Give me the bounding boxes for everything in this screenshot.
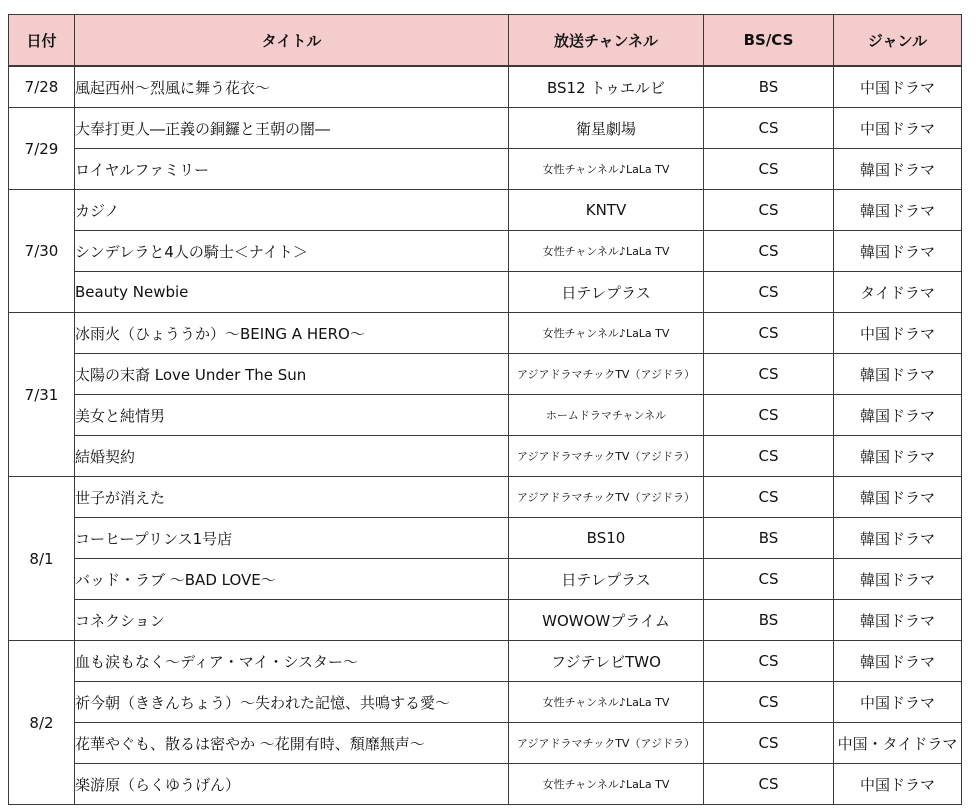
bscs-cell: BS	[704, 66, 834, 108]
schedule-body	[9, 66, 962, 805]
bscs-cell: CS	[704, 313, 834, 354]
bscs-cell: CS	[704, 641, 834, 682]
genre-cell: 中国ドラマ	[834, 66, 962, 108]
bscs-cell: CS	[704, 354, 834, 395]
header-date: 日付	[9, 15, 75, 67]
title-cell: カジノ	[75, 190, 509, 231]
bscs-cell: BS	[704, 518, 834, 559]
bscs-cell: CS	[704, 477, 834, 518]
header-bscs: BS/CS	[704, 15, 834, 67]
title-cell: コネクション	[75, 600, 509, 641]
table-row	[9, 559, 962, 600]
table-row	[9, 641, 962, 682]
header-title: タイトル	[75, 15, 509, 67]
bscs-cell: CS	[704, 682, 834, 723]
channel-cell: WOWOWプライム	[509, 600, 704, 641]
bscs-cell: CS	[704, 231, 834, 272]
channel-cell: 日テレプラス	[509, 559, 704, 600]
channel-cell: 女性チャンネル♪LaLa TV	[509, 682, 704, 723]
table-row	[9, 436, 962, 477]
channel-cell: KNTV	[509, 190, 704, 231]
channel-cell: BS12 トゥエルビ	[509, 66, 704, 108]
genre-cell: 中国・タイドラマ	[834, 723, 962, 764]
title-cell: 祈今朝（ききんちょう）～失われた記憶、共鳴する愛～	[75, 682, 509, 723]
title-cell: 花華やぐも、散るは密やか ～花開有時、頽靡無声～	[75, 723, 509, 764]
bscs-cell: CS	[704, 559, 834, 600]
date-cell: 8/2	[9, 641, 75, 805]
table-row	[9, 190, 962, 231]
date-cell: 7/28	[9, 66, 75, 108]
title-cell: 結婚契約	[75, 436, 509, 477]
title-cell: コーヒープリンス1号店	[75, 518, 509, 559]
date-cell: 7/31	[9, 313, 75, 477]
genre-cell: 中国ドラマ	[834, 764, 962, 805]
genre-cell: 韓国ドラマ	[834, 518, 962, 559]
channel-cell: 女性チャンネル♪LaLa TV	[509, 231, 704, 272]
title-cell: シンデレラと4人の騎士＜ナイト＞	[75, 231, 509, 272]
bscs-cell: CS	[704, 149, 834, 190]
genre-cell: 中国ドラマ	[834, 313, 962, 354]
title-cell: 美女と純情男	[75, 395, 509, 436]
genre-cell: 韓国ドラマ	[834, 231, 962, 272]
channel-cell: アジアドラマチックTV（アジドラ）	[509, 723, 704, 764]
table-row	[9, 395, 962, 436]
genre-cell: 韓国ドラマ	[834, 641, 962, 682]
table-row	[9, 354, 962, 395]
bscs-cell: CS	[704, 272, 834, 313]
table-row	[9, 764, 962, 805]
channel-cell: 女性チャンネル♪LaLa TV	[509, 313, 704, 354]
table-row	[9, 66, 962, 108]
genre-cell: 韓国ドラマ	[834, 436, 962, 477]
bscs-cell: BS	[704, 600, 834, 641]
genre-cell: 韓国ドラマ	[834, 354, 962, 395]
table-row	[9, 313, 962, 354]
date-cell: 7/29	[9, 108, 75, 190]
title-cell: 楽游原（らくゆうげん）	[75, 764, 509, 805]
bscs-cell: CS	[704, 764, 834, 805]
genre-cell: 韓国ドラマ	[834, 395, 962, 436]
table-row	[9, 108, 962, 149]
date-cell: 7/30	[9, 190, 75, 313]
broadcast-schedule-table	[8, 14, 962, 805]
table-row	[9, 600, 962, 641]
title-cell: ロイヤルファミリー	[75, 149, 509, 190]
channel-cell: アジアドラマチックTV（アジドラ）	[509, 354, 704, 395]
bscs-cell: CS	[704, 723, 834, 764]
bscs-cell: CS	[704, 190, 834, 231]
table-row	[9, 682, 962, 723]
channel-cell: 女性チャンネル♪LaLa TV	[509, 149, 704, 190]
title-cell: Beauty Newbie	[75, 272, 509, 313]
genre-cell: 韓国ドラマ	[834, 600, 962, 641]
channel-cell: ホームドラマチャンネル	[509, 395, 704, 436]
genre-cell: 韓国ドラマ	[834, 190, 962, 231]
channel-cell: フジテレビTWO	[509, 641, 704, 682]
channel-cell: 衛星劇場	[509, 108, 704, 149]
genre-cell: タイドラマ	[834, 272, 962, 313]
title-cell: 世子が消えた	[75, 477, 509, 518]
genre-cell: 韓国ドラマ	[834, 149, 962, 190]
title-cell: 冰雨火（ひょううか）～BEING A HERO～	[75, 313, 509, 354]
genre-cell: 中国ドラマ	[834, 682, 962, 723]
title-cell: 大奉打更人―正義の銅鑼と王朝の闇―	[75, 108, 509, 149]
title-cell: バッド・ラブ ～BAD LOVE～	[75, 559, 509, 600]
table-row	[9, 518, 962, 559]
date-cell: 8/1	[9, 477, 75, 641]
table-row	[9, 149, 962, 190]
table-row	[9, 477, 962, 518]
table-row	[9, 231, 962, 272]
header-row	[9, 15, 962, 67]
channel-cell: 日テレプラス	[509, 272, 704, 313]
bscs-cell: CS	[704, 395, 834, 436]
genre-cell: 中国ドラマ	[834, 108, 962, 149]
table-row	[9, 723, 962, 764]
table-row	[9, 272, 962, 313]
channel-cell: アジアドラマチックTV（アジドラ）	[509, 477, 704, 518]
bscs-cell: CS	[704, 108, 834, 149]
header-genre: ジャンル	[834, 15, 962, 67]
genre-cell: 韓国ドラマ	[834, 477, 962, 518]
channel-cell: 女性チャンネル♪LaLa TV	[509, 764, 704, 805]
genre-cell: 韓国ドラマ	[834, 559, 962, 600]
title-cell: 太陽の末裔 Love Under The Sun	[75, 354, 509, 395]
channel-cell: BS10	[509, 518, 704, 559]
header-channel: 放送チャンネル	[509, 15, 704, 67]
bscs-cell: CS	[704, 436, 834, 477]
title-cell: 風起西州～烈風に舞う花衣～	[75, 66, 509, 108]
channel-cell: アジアドラマチックTV（アジドラ）	[509, 436, 704, 477]
title-cell: 血も涙もなく～ディア・マイ・シスター～	[75, 641, 509, 682]
